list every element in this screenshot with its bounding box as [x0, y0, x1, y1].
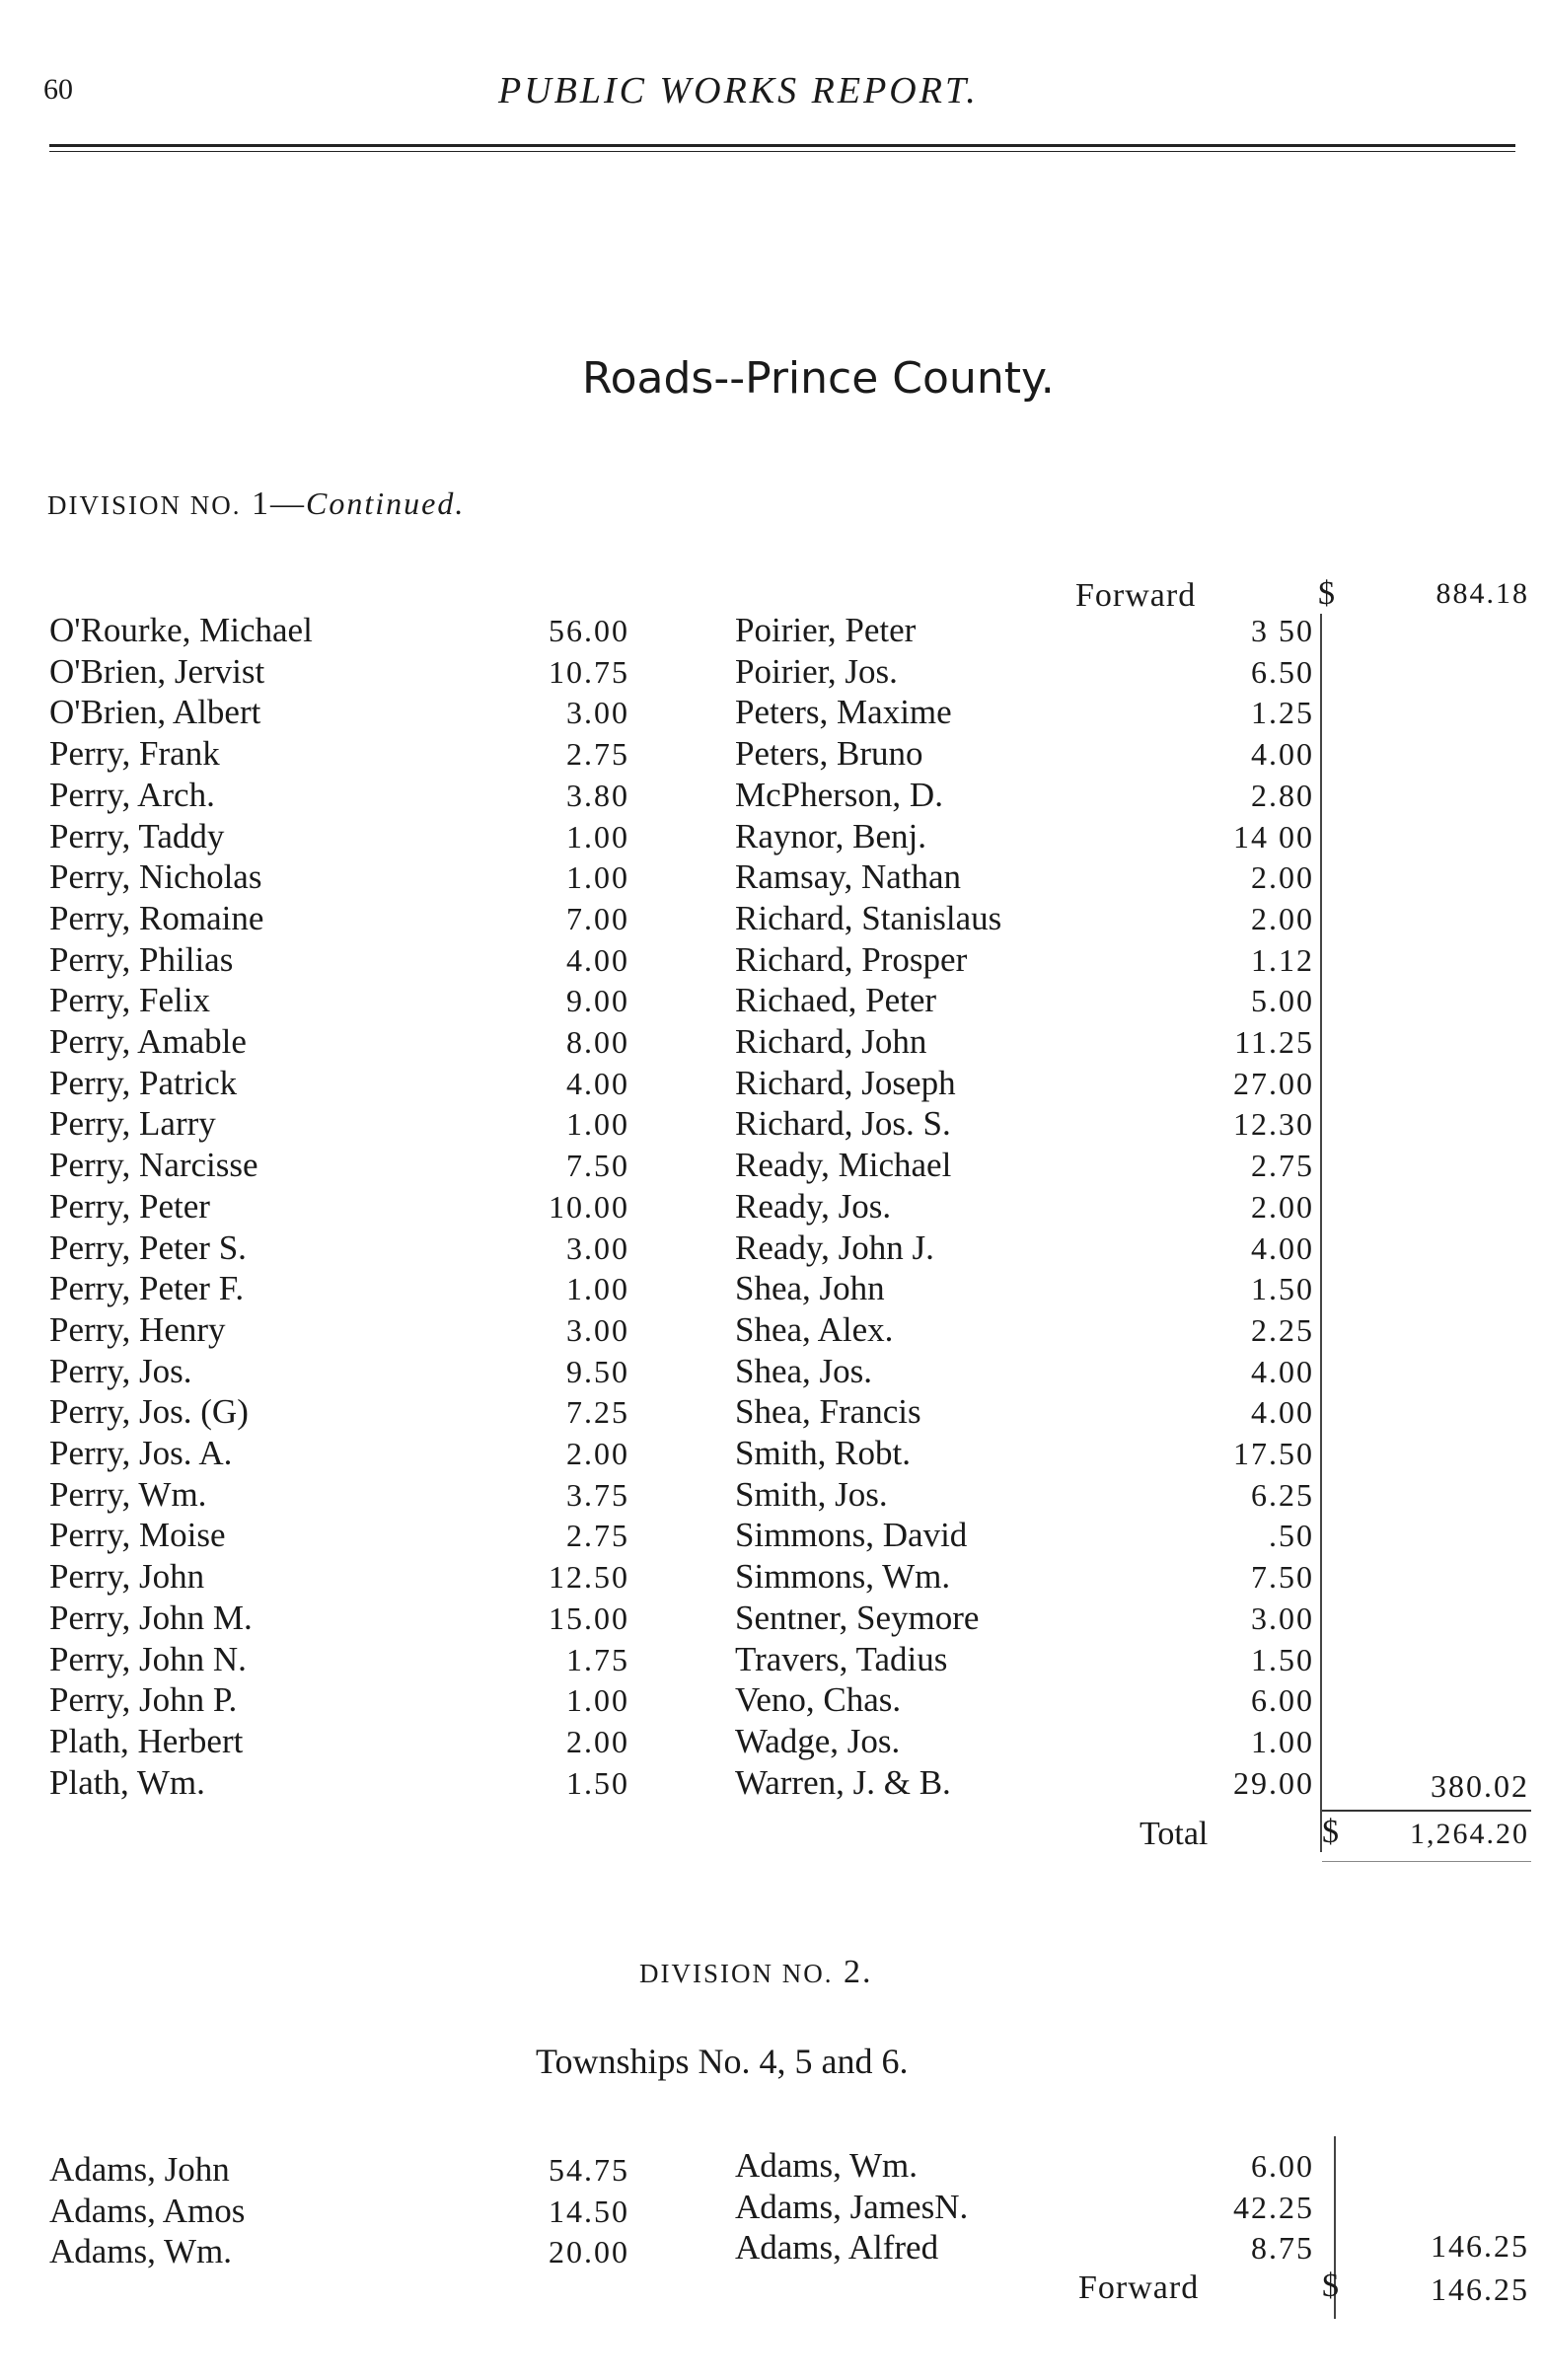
right-entry-name: Richard, Jos. S.: [735, 1104, 951, 1144]
left-entry-name: O'Rourke, Michael: [49, 611, 313, 649]
right-entry-amount: 12.30: [1233, 1106, 1314, 1143]
left-entry-name: Perry, Larry: [49, 1104, 216, 1144]
left-entry-name: Perry, Romaine: [49, 898, 264, 937]
left-entry-amount: 20.00: [549, 2234, 629, 2270]
left-entry-name: Plath, Herbert: [49, 1721, 244, 1760]
left-entry-amount: 12.50: [549, 1559, 629, 1596]
division-1-heading-number: 1: [251, 485, 270, 522]
header-rule: [49, 144, 1515, 147]
left-entry-name: Perry, Peter: [49, 1186, 210, 1226]
left-entry-name: Plath, Wm.: [49, 1762, 205, 1802]
right-entry-name: Richard, Stanislaus: [735, 898, 1002, 937]
right-entry-amount: 6.00: [1251, 1682, 1314, 1719]
column-rule: [1320, 614, 1322, 1852]
left-entry-name: Perry, Frank: [49, 734, 220, 774]
division-2-heading-label: DIVISION NO.: [639, 1959, 834, 1988]
right-entry-amount: 4.00: [1251, 1229, 1314, 1266]
right-entry-name: Ready, Michael: [735, 1146, 952, 1185]
right-entry-amount: 2.00: [1251, 1188, 1314, 1225]
left-entry-name: Perry, John: [49, 1557, 205, 1597]
left-entry-name: Perry, Jos. (G): [49, 1392, 249, 1432]
forward-amount: 884.18: [1435, 577, 1529, 610]
left-entry-name: Adams, John: [49, 2150, 230, 2189]
right-entry-amount: 29.00: [1233, 1764, 1314, 1801]
right-entry-name: Veno, Chas.: [735, 1680, 902, 1720]
left-entry-name: Perry, Taddy: [49, 816, 225, 855]
right-entry-amount: 1.25: [1251, 695, 1314, 731]
left-entry-amount: 10.75: [549, 653, 629, 690]
left-entry-amount: 14.50: [549, 2193, 629, 2229]
left-entry-name: Perry, Peter S.: [49, 1227, 247, 1267]
right-entry-amount: 6.50: [1251, 653, 1314, 690]
right-entry-name: Shea, Francis: [735, 1392, 921, 1432]
division-2-subtotal: 146.25: [1431, 2228, 1529, 2264]
right-entry-name: Travers, Tadius: [735, 1639, 948, 1678]
left-entry-amount: 4.00: [566, 1065, 629, 1101]
right-entry-amount: 1.50: [1251, 1271, 1314, 1307]
total-rule: [1322, 1861, 1531, 1862]
left-entry-amount: 3.00: [566, 1311, 629, 1348]
right-entry-name: Richard, Prosper: [735, 939, 968, 979]
right-entry-amount: 2.25: [1251, 1311, 1314, 1348]
right-entry-name: Wadge, Jos.: [735, 1721, 901, 1760]
right-entry-amount: 3.00: [1251, 1599, 1314, 1636]
running-title: PUBLIC WORKS REPORT.: [498, 70, 979, 112]
right-entry-amount: 6.00: [1251, 2148, 1314, 2184]
left-entry-name: Perry, Felix: [49, 981, 210, 1020]
left-entry-amount: 56.00: [549, 613, 629, 648]
left-entry-amount: 3.00: [566, 1229, 629, 1266]
left-entry-amount: 1.00: [566, 818, 629, 855]
right-entry-name: Smith, Jos.: [735, 1474, 888, 1514]
right-entry-amount: 4.00: [1251, 1353, 1314, 1389]
right-entry-name: Raynor, Benj.: [735, 816, 926, 855]
right-entry-name: Shea, Alex.: [735, 1309, 894, 1349]
left-entry-amount: 9.50: [566, 1353, 629, 1389]
right-entry-name: Sentner, Seymore: [735, 1598, 980, 1637]
left-entry-amount: 9.00: [566, 983, 629, 1019]
division-1-heading-dash: —: [269, 485, 306, 522]
right-entry-name: Richaed, Peter: [735, 981, 937, 1020]
right-entry-amount: 4.00: [1251, 1394, 1314, 1431]
left-entry-amount: 4.00: [566, 941, 629, 978]
left-entry-amount: 10.00: [549, 1188, 629, 1225]
forward-amount: 146.25: [1431, 2271, 1529, 2307]
right-entry-name: Richard, John: [735, 1022, 927, 1061]
right-entry-amount: 2.00: [1251, 900, 1314, 936]
left-entry-name: Perry, Wm.: [49, 1474, 207, 1514]
left-entry-amount: 2.00: [566, 1436, 629, 1471]
right-entry-name: Shea, Jos.: [735, 1351, 873, 1390]
left-entry-amount: 7.50: [566, 1148, 629, 1184]
left-entry-name: Perry, Arch.: [49, 775, 215, 814]
right-entry-amount: 7.50: [1251, 1559, 1314, 1596]
right-entry-amount: 17.50: [1233, 1436, 1314, 1471]
total-dollar-sign: $: [1322, 1814, 1339, 1850]
right-entry-amount: 1.12: [1251, 941, 1314, 978]
right-entry-name: Simmons, David: [735, 1516, 968, 1555]
left-entry-name: Perry, Jos.: [49, 1351, 192, 1390]
right-entry-amount: 2.80: [1251, 777, 1314, 813]
forward-dollar-sign: $: [1318, 575, 1335, 612]
left-entry-amount: 2.75: [566, 736, 629, 773]
division-1-heading: [47, 485, 465, 523]
left-entry-name: Perry, Nicholas: [49, 857, 262, 897]
right-entry-amount: 1.50: [1251, 1641, 1314, 1677]
left-entry-amount: 7.25: [566, 1394, 629, 1431]
left-entry-name: Perry, Peter F.: [49, 1269, 245, 1308]
right-entry-name: Adams, JamesN.: [735, 2187, 969, 2226]
left-entry-amount: 54.75: [549, 2152, 629, 2188]
division-2-heading-number: 2.: [843, 1954, 873, 1990]
left-entry-name: Perry, John P.: [49, 1680, 238, 1720]
page-number: 60: [43, 73, 73, 106]
left-entry-name: Perry, Amable: [49, 1022, 247, 1061]
division-1-heading-continued: Continued.: [305, 485, 466, 521]
right-entry-amount: 11.25: [1234, 1024, 1314, 1060]
left-entry-amount: 8.00: [566, 1024, 629, 1060]
right-entry-name: Ramsay, Nathan: [735, 857, 962, 897]
right-entry-amount: 27.00: [1233, 1065, 1314, 1101]
left-entry-amount: 15.00: [549, 1599, 629, 1636]
right-entry-amount: 14 00: [1233, 818, 1314, 855]
right-entry-amount: 1.00: [1251, 1723, 1314, 1759]
left-entry-amount: 1.00: [566, 1106, 629, 1143]
subtotal-rule: [1322, 1810, 1531, 1812]
right-entry-name: Ready, Jos.: [735, 1186, 892, 1226]
left-entry-name: Adams, Amos: [49, 2191, 246, 2230]
right-entry-amount: .50: [1269, 1518, 1314, 1554]
forward-label: Forward: [1075, 577, 1197, 614]
right-entry-amount: 5.00: [1251, 983, 1314, 1019]
right-entry-amount: 3 50: [1251, 613, 1314, 648]
left-entry-amount: 3.00: [566, 695, 629, 731]
left-entry-amount: 2.75: [566, 1518, 629, 1554]
division-1-heading-label: DIVISION NO.: [47, 490, 242, 520]
left-entry-name: Perry, Patrick: [49, 1063, 238, 1102]
right-entry-name: Poirier, Jos.: [735, 651, 898, 691]
total-amount: 1,264.20: [1410, 1818, 1529, 1850]
right-entry-name: Warren, J. & B.: [735, 1762, 951, 1802]
left-entry-name: Perry, John M.: [49, 1598, 253, 1637]
right-entry-amount: 6.25: [1251, 1476, 1314, 1513]
division-1-subtotal: 380.02: [1431, 1768, 1529, 1804]
right-entry-name: McPherson, D.: [735, 775, 943, 814]
right-entry-amount: 4.00: [1251, 736, 1314, 773]
left-entry-name: Perry, John N.: [49, 1639, 247, 1678]
left-entry-name: Perry, Narcisse: [49, 1146, 258, 1185]
right-entry-name: Smith, Robt.: [735, 1434, 911, 1472]
right-entry-name: Adams, Wm.: [735, 2146, 919, 2185]
left-entry-amount: 1.00: [566, 859, 629, 896]
left-entry-amount: 1.50: [566, 1764, 629, 1801]
left-entry-name: Perry, Moise: [49, 1516, 226, 1555]
section-title: Roads--Prince County.: [582, 353, 1055, 404]
left-entry-name: O'Brien, Albert: [49, 693, 261, 732]
right-entry-name: Shea, John: [735, 1269, 885, 1308]
townships-subheading: Townships No. 4, 5 and 6.: [536, 2042, 909, 2081]
right-entry-name: Adams, Alfred: [735, 2228, 939, 2268]
header-rule-thin: [49, 151, 1515, 152]
right-entry-amount: 42.25: [1233, 2189, 1314, 2225]
left-entry-amount: 1.00: [566, 1271, 629, 1307]
division-2-heading: [639, 1954, 872, 1991]
right-entry-amount: 2.00: [1251, 859, 1314, 896]
right-entry-amount: 2.75: [1251, 1148, 1314, 1184]
left-entry-amount: 3.75: [566, 1476, 629, 1513]
left-entry-amount: 1.75: [566, 1641, 629, 1677]
forward-label: Forward: [1078, 2269, 1200, 2306]
left-entry-name: Perry, Jos. A.: [49, 1434, 233, 1472]
right-entry-name: Ready, John J.: [735, 1227, 934, 1267]
left-entry-name: Perry, Henry: [49, 1309, 226, 1349]
right-entry-name: Peters, Bruno: [735, 734, 923, 774]
left-entry-name: Adams, Wm.: [49, 2232, 233, 2271]
right-entry-name: Simmons, Wm.: [735, 1557, 951, 1597]
right-entry-name: Richard, Joseph: [735, 1063, 956, 1102]
left-entry-amount: 7.00: [566, 900, 629, 936]
left-entry-amount: 1.00: [566, 1682, 629, 1719]
forward-dollar-sign: $: [1322, 2268, 1339, 2304]
left-entry-amount: 3.80: [566, 777, 629, 813]
left-entry-amount: 2.00: [566, 1723, 629, 1759]
left-entry-name: Perry, Philias: [49, 939, 234, 979]
right-entry-name: Peters, Maxime: [735, 693, 952, 732]
left-entry-name: O'Brien, Jervist: [49, 651, 265, 691]
total-label: Total: [1140, 1816, 1209, 1852]
right-entry-amount: 8.75: [1251, 2230, 1314, 2267]
right-entry-name: Poirier, Peter: [735, 611, 917, 649]
